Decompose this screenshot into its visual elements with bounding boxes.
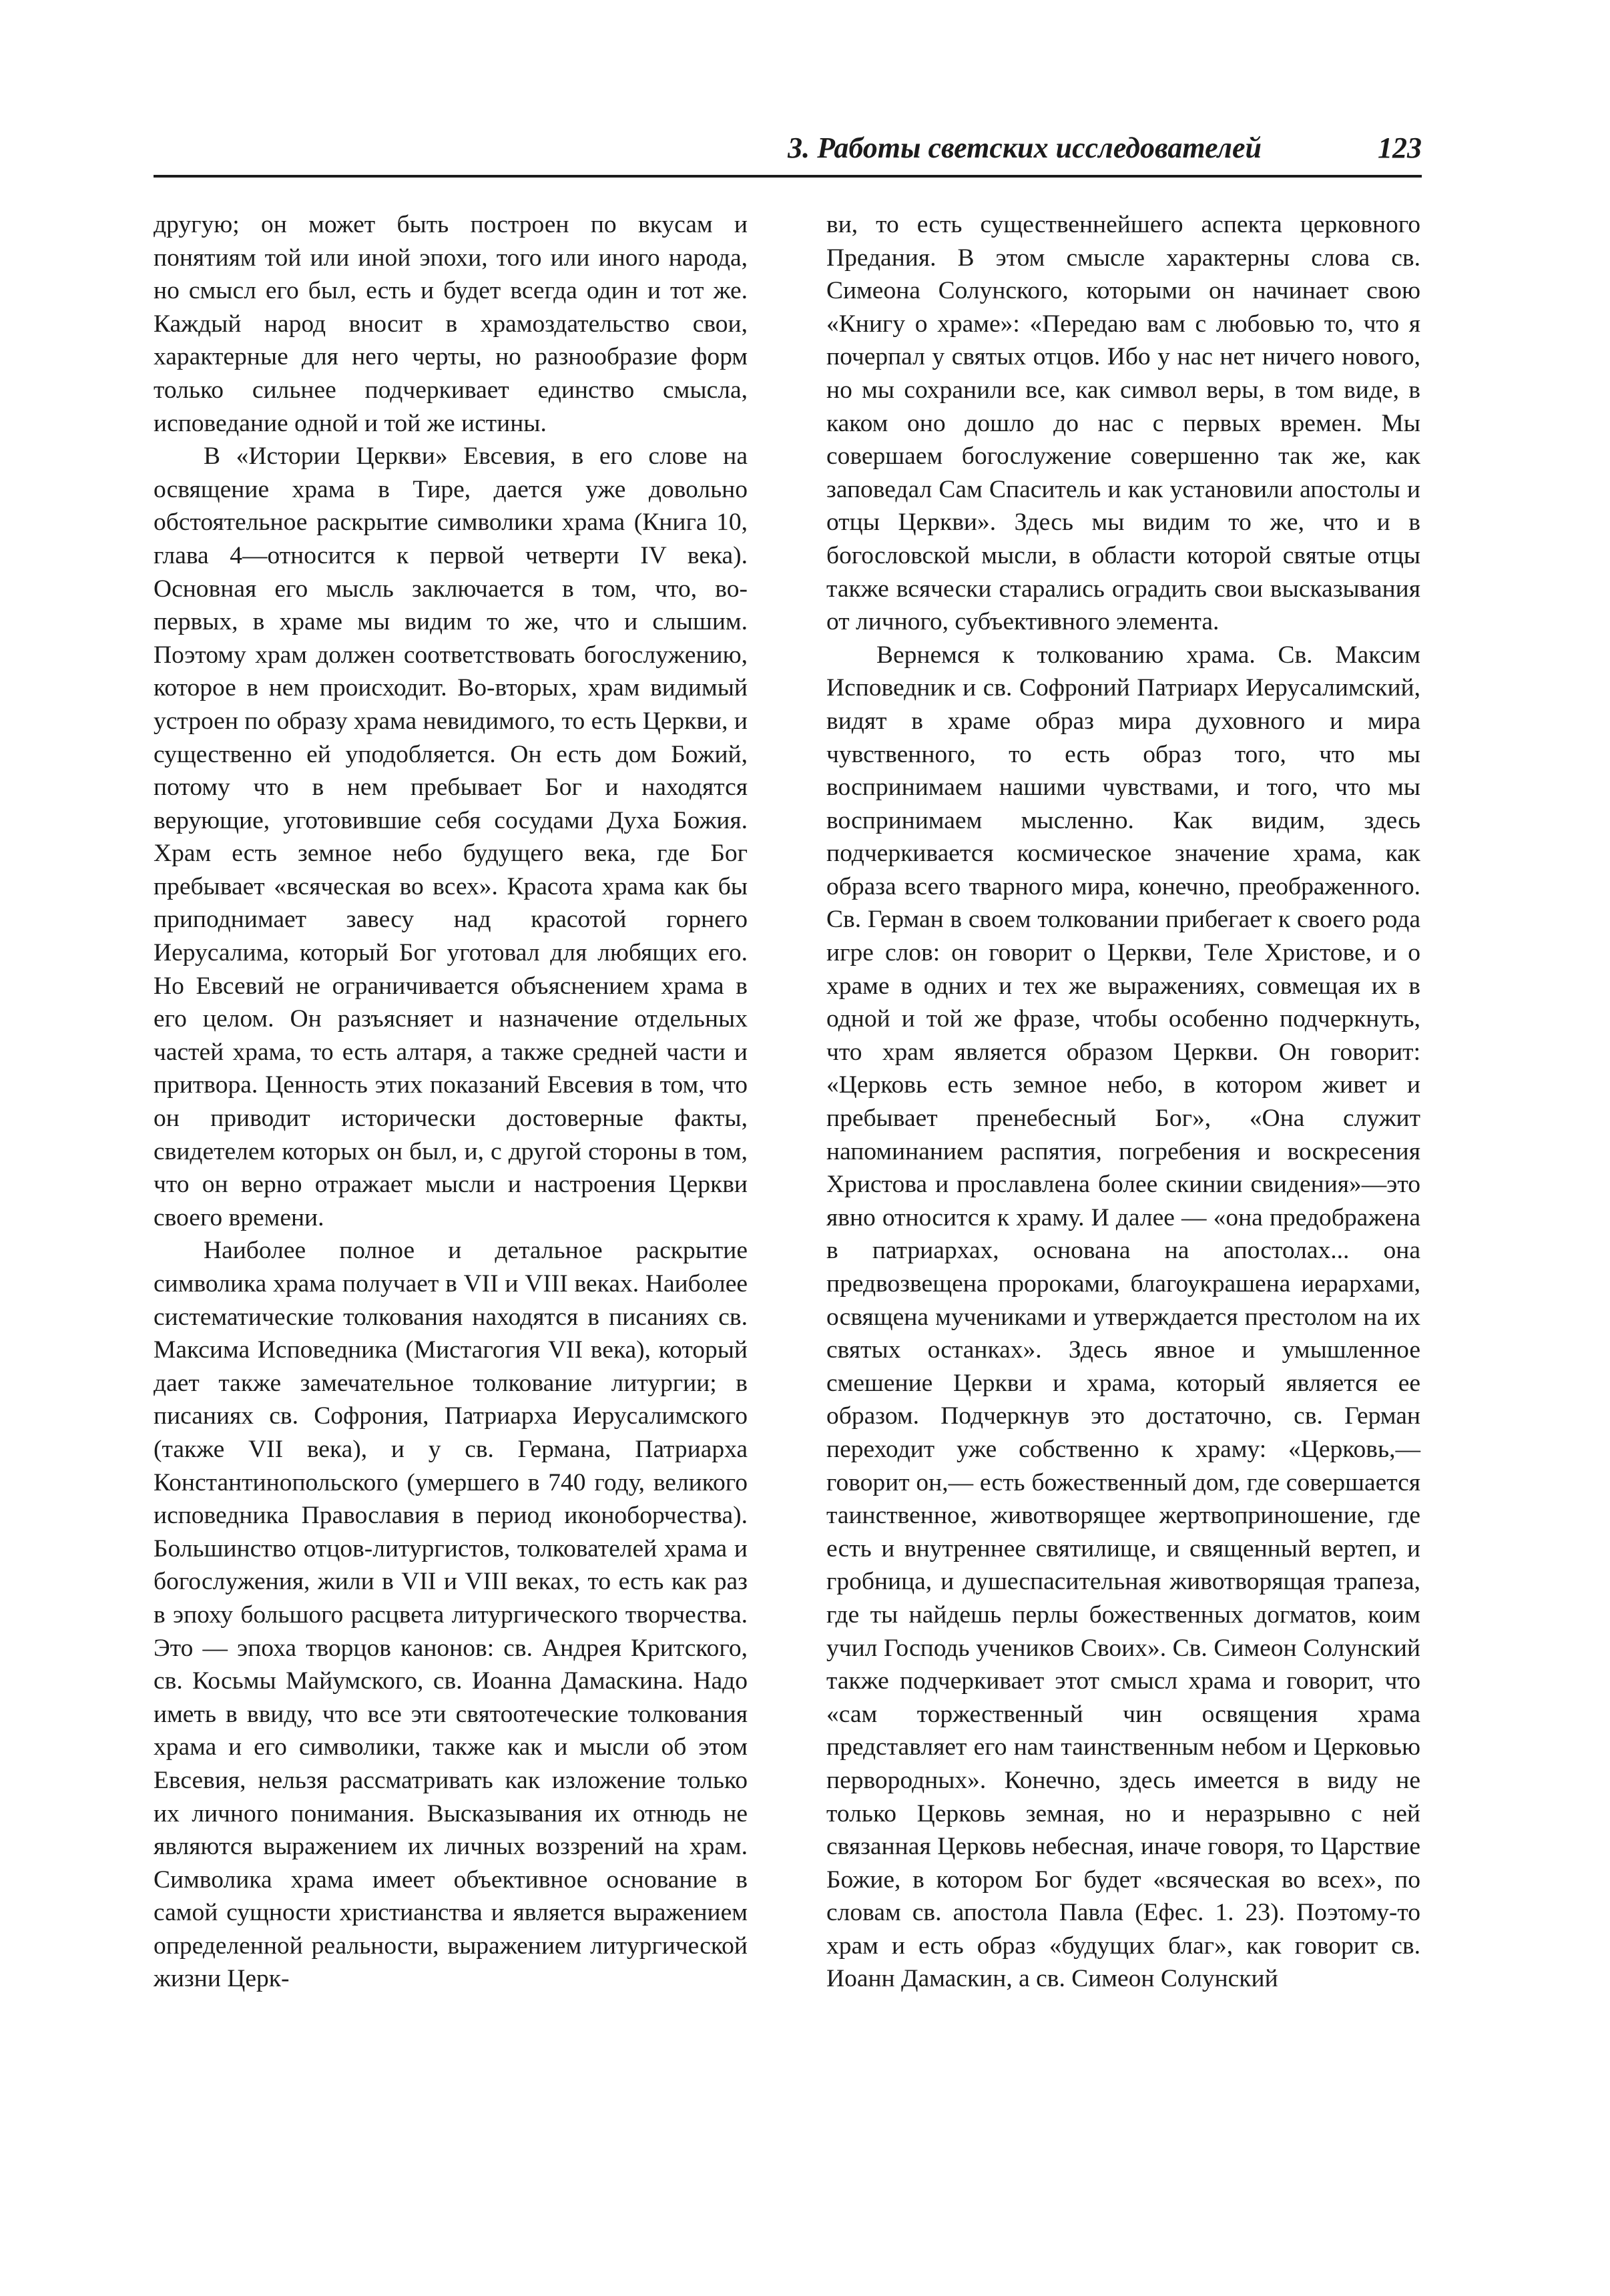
right-column [826, 208, 1420, 1996]
page-header [154, 128, 1422, 168]
right-paragraph-1: ви, то есть существеннейшего аспекта церковного Предания. В этом смысле характерны слова св. Симеона Солунского, которыми он начинает свою «Книгу о храме»: «Передаю вам с любовью то, что я почерпал у святых отцов. Ибо у нас нет ничего нового, но мы сохранили все, как символ веры, в том виде, в каком оно дошло до нас с первых времен. Мы совершаем богослужение совершенно так же, как заповедал Сам Спаситель и как установили апостолы и отцы Церкви». Здесь мы видим то же, что и в богословской мысли, в области которой святые отцы также всячески старались оградить свои высказывания от личного, субъективного элемента. [826, 211, 1420, 636]
header-rule [154, 175, 1422, 178]
right-paragraph-2: Вернемся к толкованию храма. Св. Максим Исповедник и св. Софроний Патриарх Иерусалимский, видят в храме образ мира духовного и мира чувственного, то есть образ того, что мы воспринимаем нашими чувствами, и того, что мы воспринимаем мысленно. Как видим, здесь подчеркивается космическое значение храма, как образа всего тварного мира, конечно, преображенного. Св. Герман в своем толковании прибегает к своего рода игре слов: он говорит о Церкви, Теле Христове, и о храме в одних и тех же выражениях, совмещая их в одной и той же фразе, чтобы особенно подчеркнуть, что храм является образом Церкви. Он говорит: «Церковь есть земное небо, в котором живет и пребывает пренебесный Бог», «Она служит напоминанием распятия, погребения и воскресения Христова и прославлена более скинии свидения»—это явно относится к храму. И далее — «она предображена в патриархах, основана на апостолах... она предвозвещена пророками, благоукрашена иерархами, освящена мучениками и утверждается престолом на их святых останках». Здесь явное и умышленное смешение Церкви и храма, который является ее образом. Подчеркнув это достаточно, св. Герман переходит уже собственно к храму: «Церковь,— говорит он,— есть божественный дом, где совершается таинственное, животворящее жертвоприношение, где есть и внутреннее святилище, и священный вертеп, и гробница, и душеспасительная животворящая трапеза, где ты найдешь перлы божественных догматов, коим учил Господь учеников Своих». Св. Симеон Солунский также подчеркивает этот смысл храма и говорит, что «сам торжественный чин освящения храма представляет его нам таинственным небом и Церковью первородных». Конечно, здесь имеется в виду не только Церковь земная, но и неразрывно с ней связанная Церковь небесная, иначе говоря, то Царствие Божие, в котором Бог будет «всяческая во всех», по словам св. апостола Павла (Ефес. 1. 23). Поэтому-то храм и есть образ «будущих благ», как говорит св. Иоанн Дамаскин, а св. Симеон Солунский [826, 641, 1420, 1993]
left-paragraph-3: Наиболее полное и детальное раскрытие символика храма получает в VII и VIII веках. Наиболее систематические толкования находятся в писаниях св. Максима Исповедника (Мистагогия VII века), который дает также замечательное толкование литургии; в писаниях св. Софрония, Патриарха Иерусалимского (также VII века), и у св. Германа, Патриарха Константинопольского (умершего в 740 году, великого исповедника Православия в период иконоборчества). Большинство отцов-литургистов, толкователей храма и богослужения, жили в VII и VIII веках, то есть как раз в эпоху большого расцвета литургического творчества. Это — эпоха творцов канонов: св. Андрея Критского, св. Косьмы Майумского, св. Иоанна Дамаскина. Надо иметь в ввиду, что все эти святоотеческие толкования храма и его символики, также как и мысли об этом Евсевия, нельзя рассматривать как изложение только их личного понимания. Высказывания их отнюдь не являются выражением их личных воззрений на храм. Символика храма имеет объективное основание в самой сущности христианства и является выражением определенной реальности, выражением литургической жизни Церк- [154, 1237, 748, 1993]
left-paragraph-2: В «Истории Церкви» Евсевия, в его слове на освящение храма в Тире, дается уже довольно обстоятельное раскрытие символики храма (Книга 10, глава 4—относится к первой четверти IV века). Основная его мысль заключается в том, что, во-первых, в храме мы видим то же, что и слышим. Поэтому храм должен соответствовать богослужению, которое в нем происходит. Во-вторых, храм видимый устроен по образу храма невидимого, то есть Церкви, и существенно ей уподобляется. Он есть дом Божий, потому что в нем пребывает Бог и находятся верующие, уготовившие себя сосудами Духа Божия. Храм есть земное небо будущего века, где Бог пребывает «всяческая во всех». Красота храма как бы приподнимает завесу над красотой горнего Иерусалима, который Бог уготовал для любящих его. Но Евсевий не ограничивается объяснением храма в его целом. Он разъясняет и назначение отдельных частей храма, то есть алтаря, а также средней части и притвора. Ценность этих показаний Евсевия в том, что он приводит исторически достоверные факты, свидетелем которых он был, и, с другой стороны в том, что он верно отражает мысли и настроения Церкви своего времени. [154, 443, 748, 1231]
left-column [154, 208, 748, 1996]
page-number: 123 [1378, 131, 1422, 164]
running-title: 3. Работы светских исследователей [788, 131, 1262, 164]
left-paragraph-1: другую; он может быть построен по вкусам и понятиям той или иной эпохи, того или иного народа, но смысл его был, есть и будет всегда один и тот же. Каждый народ вносит в храмоздательство свои, характерные для него черты, но разнообразие форм только сильнее подчеркивает единство смысла, исповедание одной и той же истины. [154, 211, 748, 437]
